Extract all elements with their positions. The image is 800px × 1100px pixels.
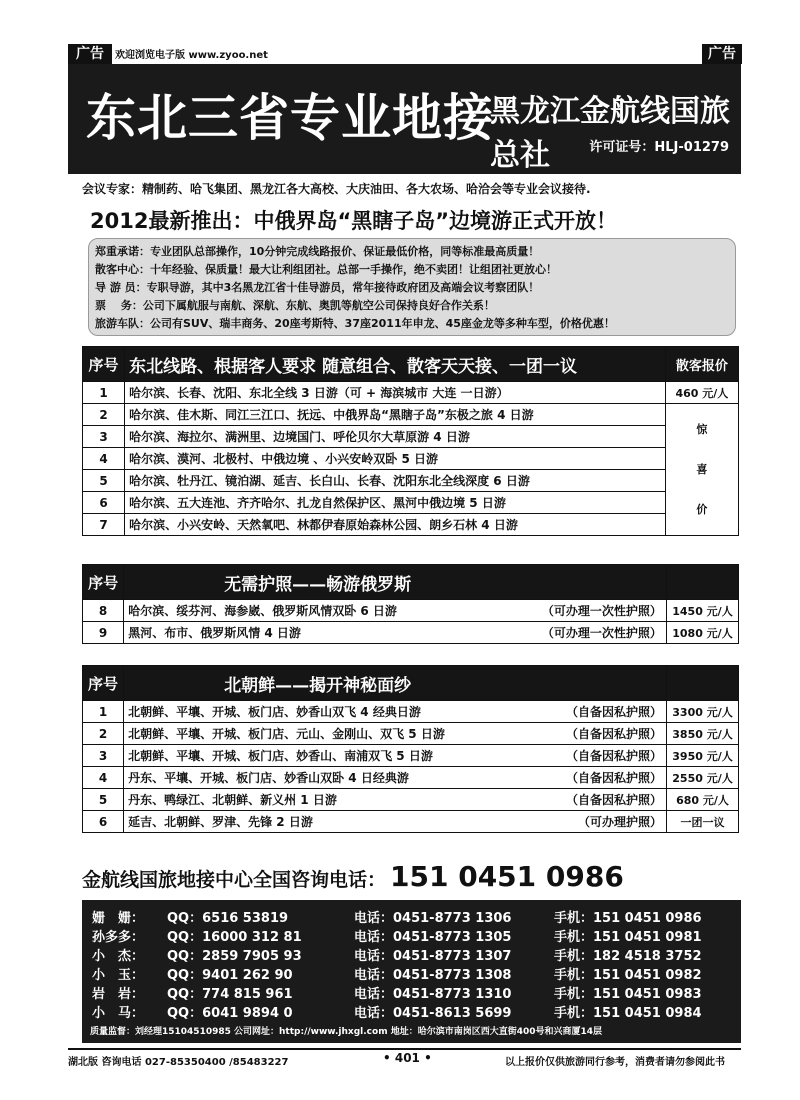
banner (68, 64, 741, 174)
row-route (124, 767, 667, 789)
row-no: 3 (83, 426, 125, 448)
row-price: 3850 元/人 (667, 723, 739, 745)
row-route (124, 745, 667, 767)
row-no: 9 (83, 622, 124, 644)
row-price: 1450 元/人 (666, 600, 738, 622)
price-header: 散客报价 (665, 347, 738, 382)
notice-line: 票 务：公司下属航服与南航、深航、东航、奥凯等航空公司保持良好合作关系！ (95, 299, 495, 312)
notice-line: 郑重承诺：专业团队总部操作，10分钟完成线路报价、保证最低价格，同等标准最高质量！ (95, 245, 540, 258)
contact-qq: QQ：2859 7905 93 (167, 949, 302, 964)
contact-qq: QQ：774 815 961 (167, 987, 293, 1002)
row-route: 哈尔滨、漠河、北极村、中俄边境 、小兴安岭双卧 5 日游 (125, 448, 666, 470)
section-title: 北朝鲜——揭开神秘面纱 (124, 666, 667, 701)
row-route (124, 701, 667, 723)
route-text: 黑河、布市、俄罗斯风情 4 日游 (128, 626, 301, 640)
table-header (83, 347, 739, 382)
contact-tel: 电话：0451-8773 1307 (354, 949, 512, 964)
contact-tel: 电话：0451-8613 5699 (354, 1006, 512, 1021)
table-row (83, 492, 739, 514)
surprise-char: 惊 (696, 422, 708, 436)
row-no: 7 (83, 514, 125, 536)
ad-tag-right: 广告 (702, 44, 742, 64)
table-row (83, 811, 739, 833)
passport-note: （可办理一次性护照） (541, 626, 662, 640)
row-route (124, 723, 667, 745)
footer-left: 湖北版 咨询电话 027-85350400 /85483227 (68, 1057, 289, 1068)
notice-line: 导 游 员：专职导游，其中3名黑龙江省十佳导游员，常年接待政府团及高端会议考察团队！ (95, 281, 540, 294)
contact-qq: QQ：6041 9894 0 (167, 1006, 293, 1021)
table-row (83, 514, 739, 536)
row-route (124, 600, 667, 622)
route-table-korea (82, 665, 739, 833)
page-number: • 401 • (383, 1051, 432, 1065)
ad-tag-left: 广告 (68, 44, 112, 64)
notice-line: 散客中心：十年经验、保质量！最大让利组团社。总部一手操作，绝不卖团！让组团社更放心！ (95, 263, 557, 276)
route-table-russia (82, 564, 739, 644)
row-no: 4 (83, 448, 125, 470)
contact-name: 姗 姗： (92, 911, 145, 926)
passport-note: （自备因私护照） (566, 793, 663, 807)
passport-note: （自备因私护照） (566, 771, 663, 785)
table-header (83, 666, 739, 701)
no-header: 序号 (83, 666, 124, 701)
passport-note: （可办理一次性护照） (541, 604, 662, 618)
contact-tel: 电话：0451-8773 1306 (354, 911, 512, 926)
contacts-panel (82, 900, 741, 1043)
row-route (124, 811, 667, 833)
table-row (83, 600, 739, 622)
contact-name: 孙多多： (92, 930, 145, 945)
row-price: 3300 元/人 (667, 701, 739, 723)
table-row (83, 448, 739, 470)
route-table-northeast (82, 346, 739, 536)
route-text: 北朝鲜、平壤、开城、板门店、妙香山、南浦双飞 5 日游 (128, 749, 433, 763)
no-header: 序号 (83, 565, 124, 600)
price-header-empty (667, 666, 739, 701)
row-price: 1080 元/人 (666, 622, 738, 644)
route-text: 北朝鲜、平壤、开城、板门店、妙香山双飞 4 经典日游 (128, 705, 421, 719)
table-row (83, 622, 739, 644)
contact-qq: QQ：16000 312 81 (167, 930, 302, 945)
contact-name: 小 马： (92, 1006, 145, 1021)
route-text: 北朝鲜、平壤、开城、板门店、元山、金刚山、双飞 5 日游 (128, 727, 445, 741)
contact-tel: 电话：0451-8773 1310 (354, 987, 512, 1002)
passport-note: （自备因私护照） (566, 749, 663, 763)
row-price: 2550 元/人 (667, 767, 739, 789)
hotline-number: 151 0451 0986 (390, 860, 624, 893)
contact-name: 小 杰： (92, 949, 145, 964)
contact-mobile: 手机：151 0451 0981 (554, 930, 702, 945)
row-route: 哈尔滨、海拉尔、满洲里、边境国门、呼伦贝尔大草原游 4 日游 (125, 426, 666, 448)
row-no: 5 (83, 789, 124, 811)
contact-mobile: 手机：151 0451 0982 (554, 968, 702, 983)
route-text: 哈尔滨、绥芬河、海参崴、俄罗斯风情双卧 6 日游 (128, 604, 397, 618)
row-route: 哈尔滨、牡丹江、镜泊湖、延吉、长白山、长春、沈阳东北全线深度 6 日游 (125, 470, 666, 492)
contact-tel: 电话：0451-8773 1308 (354, 968, 512, 983)
row-price: 680 元/人 (667, 789, 739, 811)
table-row (83, 789, 739, 811)
surprise-char: 价 (696, 502, 708, 516)
banner-slogan: 东北三省专业地接 (86, 89, 494, 147)
surprise-price (665, 404, 738, 536)
table-row (83, 404, 739, 426)
row-route (124, 789, 667, 811)
row-price: 3950 元/人 (667, 745, 739, 767)
table-header (83, 565, 739, 600)
contact-tel: 电话：0451-8773 1305 (354, 930, 512, 945)
contact-mobile: 手机：151 0451 0986 (554, 911, 702, 926)
row-no: 2 (83, 404, 125, 426)
row-no: 1 (83, 382, 125, 404)
welcome-text: 欢迎浏览电子版 www.zyoo.net (115, 50, 268, 61)
section-title: 无需护照——畅游俄罗斯 (124, 565, 667, 600)
meeting-line: 会议专家：精制药、哈飞集团、黑龙江各大高校、大庆油田、各大农场、哈洽会等专业会议接待. (82, 182, 591, 196)
contact-qq: QQ：6516 53819 (167, 911, 289, 926)
row-no: 2 (83, 723, 124, 745)
row-route: 哈尔滨、佳木斯、同江三江口、抚远、中俄界岛“黑瞎子岛”东极之旅 4 日游 (125, 404, 666, 426)
headline: 2012最新推出：中俄界岛“黑瞎子岛”边境游正式开放！ (90, 209, 618, 233)
table-row (83, 701, 739, 723)
row-no: 6 (83, 492, 125, 514)
footer-right: 以上报价仅供旅游同行参考，消费者请勿参阅此书 (505, 1057, 725, 1068)
no-header: 序号 (83, 347, 125, 382)
passport-note: （自备因私护照） (566, 705, 663, 719)
route-text: 延吉、北朝鲜、罗津、先锋 2 日游 (128, 815, 313, 829)
passport-note: （自备因私护照） (566, 727, 663, 741)
row-price: 460 元/人 (665, 382, 738, 404)
route-text: 丹东、平壤、开城、板门店、妙香山双卧 4 日经典游 (128, 771, 409, 785)
table-row (83, 426, 739, 448)
banner-agency: 黑龙江金航线国旅总社 (490, 94, 730, 173)
passport-note: （可办理护照） (578, 815, 663, 829)
surprise-char: 喜 (696, 462, 708, 476)
license-number: 许可证号：HLJ-01279 (589, 140, 729, 155)
supervision-line: 质量监督：刘经理15104510985 公司网址：http://www.jhxgl.com 地址：哈尔滨市南岗区西大直街400号和兴商厦14层 (90, 1027, 603, 1037)
table-row (83, 470, 739, 492)
table-row (83, 767, 739, 789)
table-row (83, 382, 739, 404)
row-route: 哈尔滨、长春、沈阳、东北全线 3 日游（可 + 海滨城市 大连 一日游） (125, 382, 666, 404)
route-text: 丹东、鸭绿江、北朝鲜、新义州 1 日游 (128, 793, 337, 807)
row-no: 6 (83, 811, 124, 833)
notice-line: 旅游车队：公司有SUV、瑞丰商务、20座考斯特、37座2011年申龙、45座金龙等多种车型，价格优惠！ (95, 317, 615, 330)
contact-name: 小 玉： (92, 968, 145, 983)
row-price: 一团一议 (667, 811, 739, 833)
row-no: 5 (83, 470, 125, 492)
notice-box (88, 238, 736, 336)
price-header-empty (666, 565, 738, 600)
hotline (82, 860, 742, 893)
contact-name: 岩 岩： (92, 987, 145, 1002)
row-no: 3 (83, 745, 124, 767)
contact-qq: QQ：9401 262 90 (167, 968, 293, 983)
contact-mobile: 手机：182 4518 3752 (554, 949, 702, 964)
row-route: 哈尔滨、五大连池、齐齐哈尔、扎龙自然保护区、黑河中俄边境 5 日游 (125, 492, 666, 514)
contact-mobile: 手机：151 0451 0983 (554, 987, 702, 1002)
row-route: 哈尔滨、小兴安岭、天然氧吧、林都伊春原始森林公园、朗乡石林 4 日游 (125, 514, 666, 536)
row-no: 1 (83, 701, 124, 723)
section-title: 东北线路、根据客人要求 随意组合、散客天天接、一团一议 (125, 347, 666, 382)
table-row (83, 745, 739, 767)
footer-rule (68, 1048, 741, 1050)
table-row (83, 723, 739, 745)
contact-mobile: 手机：151 0451 0984 (554, 1006, 702, 1021)
row-no: 8 (83, 600, 124, 622)
row-no: 4 (83, 767, 124, 789)
hotline-label: 金航线国旅地接中心全国咨询电话： (82, 869, 387, 891)
row-route (124, 622, 667, 644)
